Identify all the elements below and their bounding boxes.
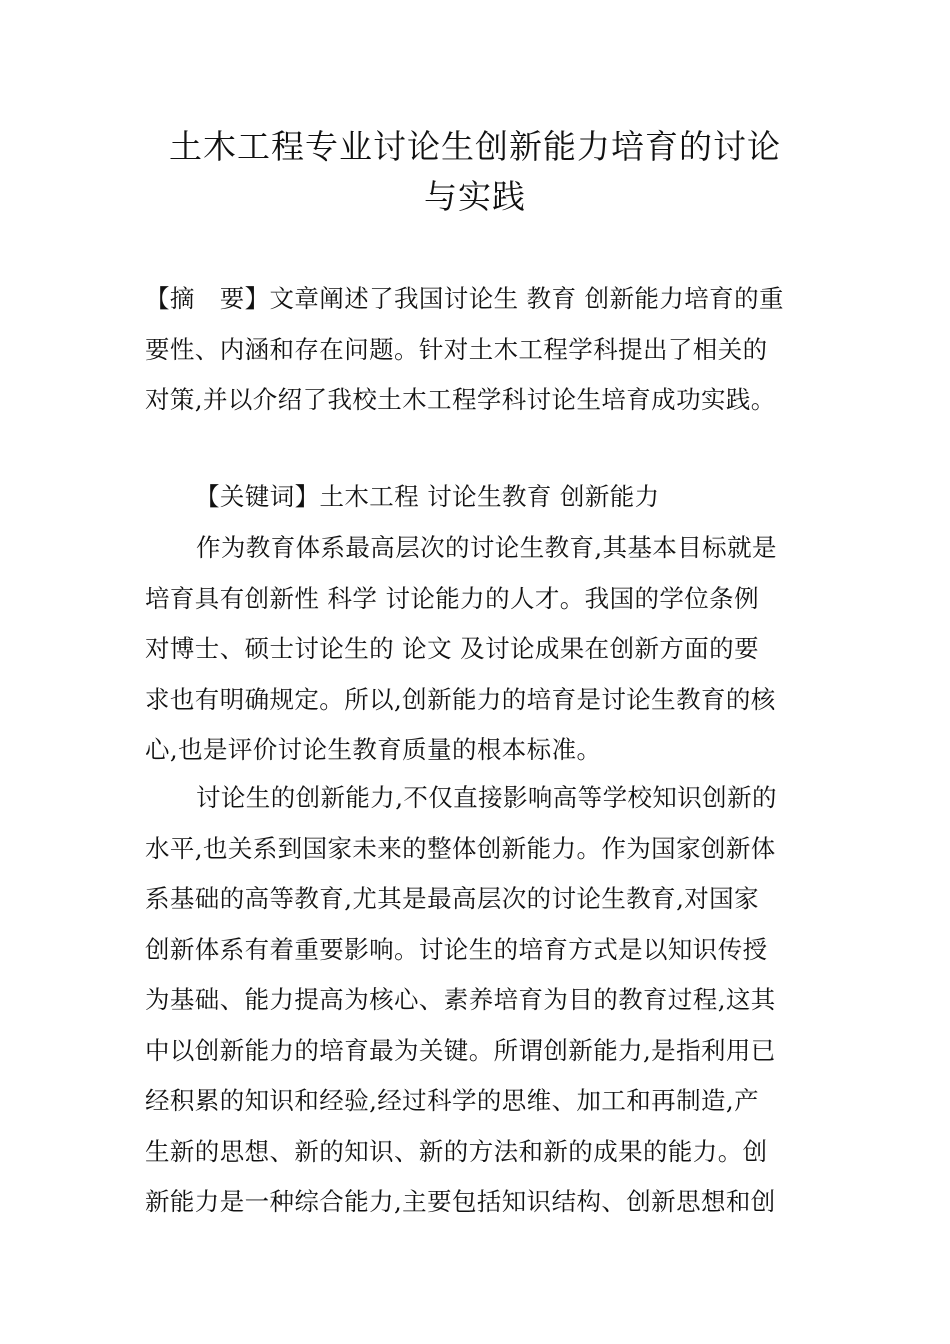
paragraph2-line-4: 创新体系有着重要影响。讨论生的培育方式是以知识传授 — [145, 934, 768, 964]
abstract-line-2: 要性、内涵和存在问题。针对土木工程学科提出了相关的 — [145, 334, 768, 364]
paragraph2-line-1: 讨论生的创新能力,不仅直接影响高等学校知识创新的 — [196, 783, 777, 812]
abstract-line-1: 【摘 要】文章阐述了我国讨论生 教育 创新能力培育的重 — [145, 284, 784, 313]
paragraph2-line-2: 水平,也关系到国家未来的整体创新能力。作为国家创新体 — [145, 833, 776, 863]
paragraph2-line-9: 新能力是一种综合能力,主要包括知识结构、创新思想和创 — [145, 1187, 776, 1216]
keywords-line — [195, 472, 815, 523]
body-paragraph-2 — [145, 773, 813, 1228]
paragraph1-line-5: 心,也是评价讨论生教育质量的根本标准。 — [145, 735, 602, 764]
paragraph1-line-1: 作为教育体系最高层次的讨论生教育,其基本目标就是 — [196, 533, 777, 562]
keywords-text: 【关键词】土木工程 讨论生教育 创新能力 — [195, 482, 660, 511]
paragraph1-line-2: 培育具有创新性 科学 讨论能力的人才。我国的学位条例 — [145, 583, 759, 613]
document-title — [140, 122, 810, 222]
body-paragraph-1 — [145, 523, 813, 776]
paragraph1-line-4: 求也有明确规定。所以,创新能力的培育是讨论生教育的核 — [145, 684, 776, 714]
paragraph2-line-5: 为基础、能力提高为核心、素养培育为目的教育过程,这其 — [145, 985, 776, 1014]
title-line-1: 土木工程专业讨论生创新能力培育的讨论 — [169, 127, 781, 166]
paragraph2-line-8: 生新的思想、新的知识、新的方法和新的成果的能力。创 — [145, 1136, 768, 1166]
paragraph2-line-7: 经积累的知识和经验,经过科学的思维、加工和再制造,产 — [145, 1086, 759, 1115]
abstract-paragraph — [145, 274, 813, 426]
title-line-2: 与实践 — [424, 177, 526, 216]
paragraph1-line-3: 对博士、硕士讨论生的 论文 及讨论成果在创新方面的要 — [145, 634, 759, 663]
paragraph2-line-6: 中以创新能力的培育最为关键。所谓创新能力,是指利用已 — [145, 1035, 776, 1065]
abstract-line-3: 对策,并以介绍了我校土木工程学科讨论生培育成功实践。 — [145, 385, 776, 414]
paragraph2-line-3: 系基础的高等教育,尤其是最高层次的讨论生教育,对国家 — [145, 884, 759, 913]
